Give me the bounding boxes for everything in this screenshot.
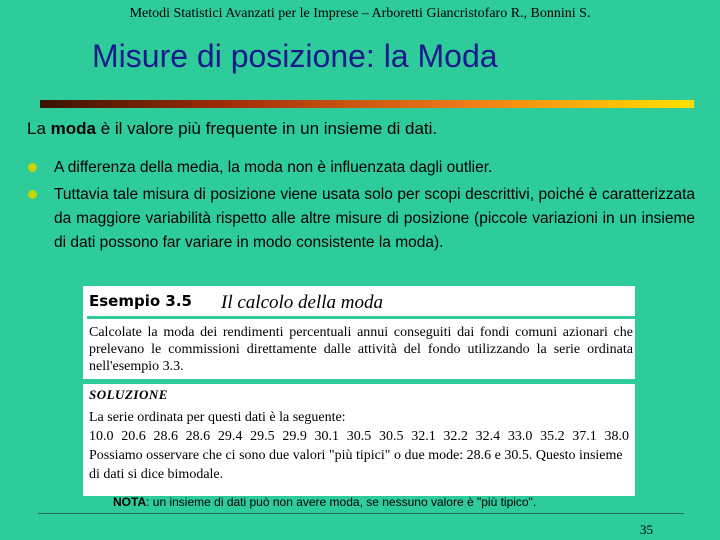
ordered-value: 29.5 bbox=[250, 429, 275, 444]
ordered-value: 28.6 bbox=[185, 429, 211, 444]
note-text: : un insieme di dati può non avere moda, se nessuno valore è "più tipico". bbox=[146, 495, 537, 509]
intro-post: è il valore più frequente in un insieme di dati. bbox=[95, 119, 438, 138]
solution-conclusion: Possiamo osservare che ci sono due valori "più tipici" o due mode: 28.6 e 30.5. Questo insieme di dati si dice bimodale. bbox=[89, 448, 623, 482]
solution-divider bbox=[83, 379, 635, 384]
ordered-value: 28.6 bbox=[153, 429, 178, 444]
solution-body bbox=[89, 408, 633, 484]
ordered-value: 30.5 bbox=[346, 429, 372, 444]
ordered-value: 10.0 bbox=[89, 429, 114, 444]
ordered-value: 29.4 bbox=[217, 429, 243, 444]
bullet-item bbox=[27, 183, 695, 255]
note-label: NOTA bbox=[113, 495, 147, 509]
note bbox=[113, 495, 536, 509]
bullet-text: Tuttavia tale misura di posizione viene usata solo per scopi descrittivi, poiché è caratterizzata da maggiore variabilità rispetto alle altre misure di posizione (piccole variazioni in un insieme di dati possono far variare in modo consistente la moda). bbox=[54, 186, 695, 251]
bullet-item bbox=[27, 156, 695, 180]
bullet-list bbox=[27, 156, 695, 258]
title-underline bbox=[40, 100, 694, 108]
footer-rule bbox=[38, 513, 684, 514]
slide-title: Misure di posizione: la Moda bbox=[92, 38, 498, 74]
bullet-dot-icon bbox=[28, 190, 37, 199]
ordered-value: 33.0 bbox=[507, 429, 533, 444]
intro-pre: La bbox=[27, 119, 51, 138]
page-number: 35 bbox=[640, 522, 653, 537]
ordered-value: 29.9 bbox=[282, 429, 307, 444]
intro-bold-term: moda bbox=[50, 119, 96, 138]
example-text: Calcolate la moda dei rendimenti percentuali annui conseguiti dai fondi comuni azionari che prelevano le commissioni direttamente dalle attività del fondo utilizzando la serie ordinata nell'esempio 3.3. bbox=[89, 325, 633, 374]
intro-text bbox=[27, 119, 437, 139]
example-header-rule bbox=[87, 316, 635, 319]
example-box bbox=[83, 286, 635, 496]
ordered-value: 32.2 bbox=[443, 429, 468, 444]
slide-header: Metodi Statistici Avanzati per le Imprese – Arboretti Giancristofaro R., Bonnini S. bbox=[129, 6, 591, 21]
bullet-dot-icon bbox=[28, 163, 37, 172]
ordered-value: 37.1 bbox=[572, 429, 597, 444]
ordered-value: 32.1 bbox=[411, 429, 436, 444]
ordered-value: 35.2 bbox=[540, 429, 565, 444]
solution-title: SOLUZIONE bbox=[89, 387, 168, 402]
ordered-values-row bbox=[89, 427, 629, 446]
ordered-value: 32.4 bbox=[475, 429, 501, 444]
ordered-value: 20.6 bbox=[121, 429, 146, 444]
ordered-value: 30.5 bbox=[378, 429, 404, 444]
bullet-text: A differenza della media, la moda non è influenzata dagli outlier. bbox=[54, 159, 493, 176]
example-tag: Esempio 3.5 bbox=[89, 292, 192, 310]
ordered-value: 38.0 bbox=[604, 429, 629, 444]
example-header bbox=[87, 290, 631, 316]
example-name: Il calcolo della moda bbox=[221, 292, 383, 313]
ordered-value: 30.1 bbox=[314, 429, 340, 444]
solution-intro: La serie ordinata per questi dati è la seguente: bbox=[89, 410, 346, 425]
